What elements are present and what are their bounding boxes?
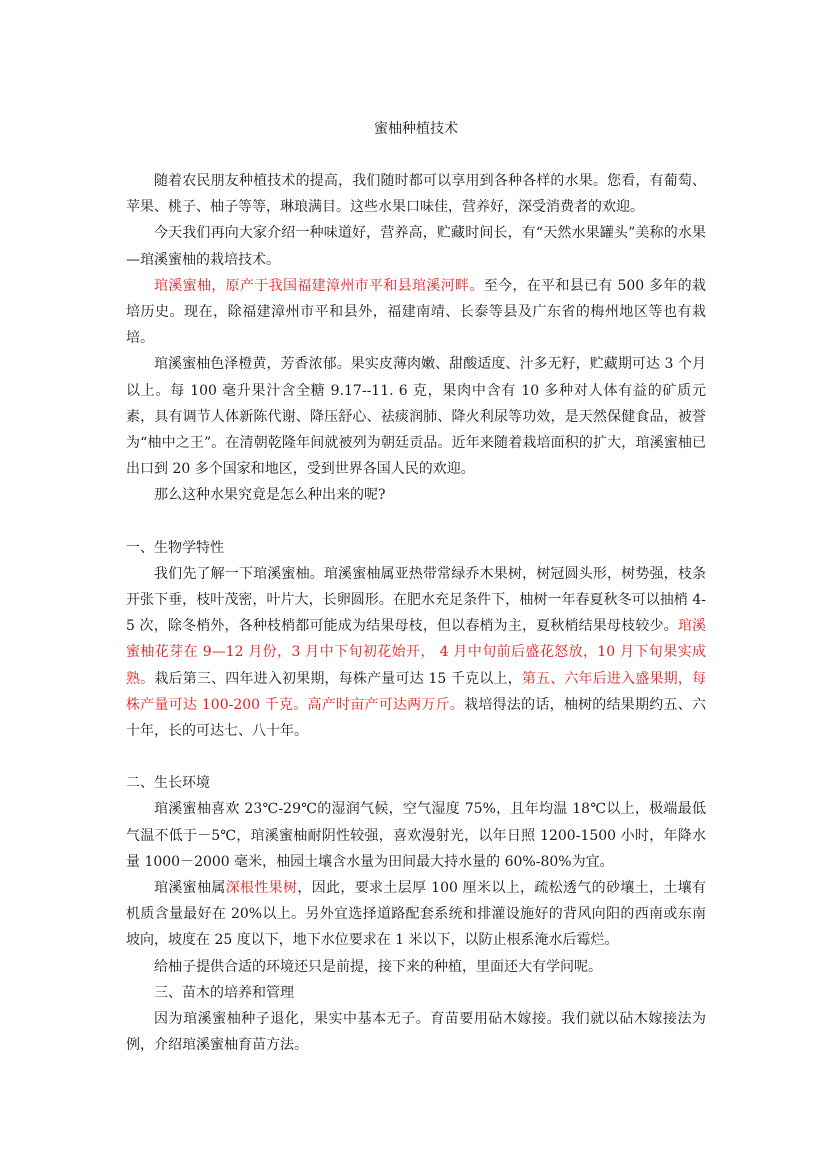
- deep-root-highlight: 深根性果树: [225, 880, 298, 897]
- section-1-text-c: 栽培得法的话，柚树的结果期约五、六十年，长的可达七、八十年。: [126, 696, 706, 740]
- section-1-paragraph: [126, 561, 706, 744]
- section-gap: [126, 509, 706, 535]
- section-2-paragraph-1: 琯溪蜜柚喜欢 23℃-29℃的湿润气候，空气湿度 75%，且年均温 18℃以上，极端最低气温不低于－5℃，琯溪蜜柚耐阴性较强，喜欢漫射光，以年日照 1200-1500 小时，年降水量 1000－2000 毫米，柚园土壤含水量为田间最大持水量的 60%-80%为宜。: [126, 801, 706, 870]
- section-1-text-b: 栽后第三、四年进入初果期，每株产量可达 15 千克以上，: [154, 670, 522, 687]
- section-2-heading: 二、生长环境: [126, 775, 210, 792]
- document-title: 蜜柚种植技术: [374, 121, 458, 137]
- section-3-heading: 三、苗木的培养和管理: [154, 984, 294, 1001]
- yield-highlight: 第五、六年后进入盛果期，每株产量可达 100-200 千克。高产时亩产可达两万斤。: [126, 670, 707, 713]
- section-1-heading: 一、生物学特性: [126, 539, 224, 556]
- intro-paragraph-3: [126, 273, 706, 352]
- flowering-highlight: 琯溪蜜柚花芽在 9—12 月份，3 月中下旬初花始开， 4 月中旬前后盛花怒放，10 月下旬果实成熟。: [126, 618, 707, 687]
- section-2-paragraph-3: 给柚子提供合适的环境还只是前提，接下来的种植，里面还大有学问呢。: [154, 958, 602, 975]
- intro-paragraph-5: 那么这种水果究竟是怎么种出来的呢?: [154, 487, 386, 504]
- section-2-paragraph-2: [126, 875, 706, 954]
- section-gap: [126, 744, 706, 770]
- intro-paragraph-4: 琯溪蜜柚色泽橙黄，芳香浓郁。果实皮薄肉嫩、甜酸适度、汁多无籽，贮藏期可达 3 个月以上。每 100 毫升果汁含全糖 9.17--11. 6 克，果肉中含有 10 多种对人体有益的矿质元素，具有调节人体新陈代谢、降压舒心、祛痰润肺、降火利尿等功效，是天然保健食品，被誉为“柚中之王”。在清朝乾隆年间就被列为朝廷贡品。近年来随着栽培面积的扩大，琯溪蜜柚已出口到 20 多个国家和地区，受到世界各国人民的欢迎。: [126, 356, 706, 478]
- intro-paragraph-2: 今天我们再向大家介绍一种味道好，营养高，贮藏时间长，有“天然水果罐头”美称的水果—琯溪蜜柚的栽培技术。: [126, 225, 706, 268]
- document-page: [126, 116, 706, 1059]
- origin-text: 至今，在平和县已有 500 多年的栽培历史。现在，除福建漳州市平和县外，福建南靖、长泰等县及广东省的梅州地区等也有栽培。: [126, 277, 707, 347]
- section-2-text-b: ，因此，要求土层厚 100 厘米以上，疏松透气的砂壤土，土壤有机质含量最好在 20%以上。另外宜选择道路配套系统和排灌设施好的背风向阳的西南或东南坡向，坡度在 25 度以下，地下水位要求在 1 米以下，以防止根系淹水后霉烂。: [126, 880, 707, 949]
- intro-paragraph-1: 随着农民朋友种植技术的提高，我们随时都可以享用到各种各样的水果。您看，有葡萄、苹果、桃子、柚子等等，琳琅满目。这些水果口味佳，营养好，深受消费者的欢迎。: [126, 173, 706, 216]
- section-2-text-a: 琯溪蜜柚属: [154, 880, 226, 897]
- section-1-text-a: 我们先了解一下琯溪蜜柚。琯溪蜜柚属亚热带常绿乔木果树，树冠圆头形，树势强，枝条开张下垂，枝叶茂密，叶片大，长卵圆形。在肥水充足条件下，柚树一年春夏秋冬可以抽梢 4-5 次，除冬梢外，各种枝梢都可能成为结果母枝，但以春梢为主，夏秋梢结果母枝较少。: [126, 565, 706, 635]
- origin-highlight: 琯溪蜜柚，原产于我国福建漳州市平和县琯溪河畔。: [154, 277, 484, 294]
- section-3-paragraph: 因为琯溪蜜柚种子退化，果实中基本无子。育苗要用砧木嫁接。我们就以砧木嫁接法为例，介绍琯溪蜜柚育苗方法。: [126, 1011, 706, 1054]
